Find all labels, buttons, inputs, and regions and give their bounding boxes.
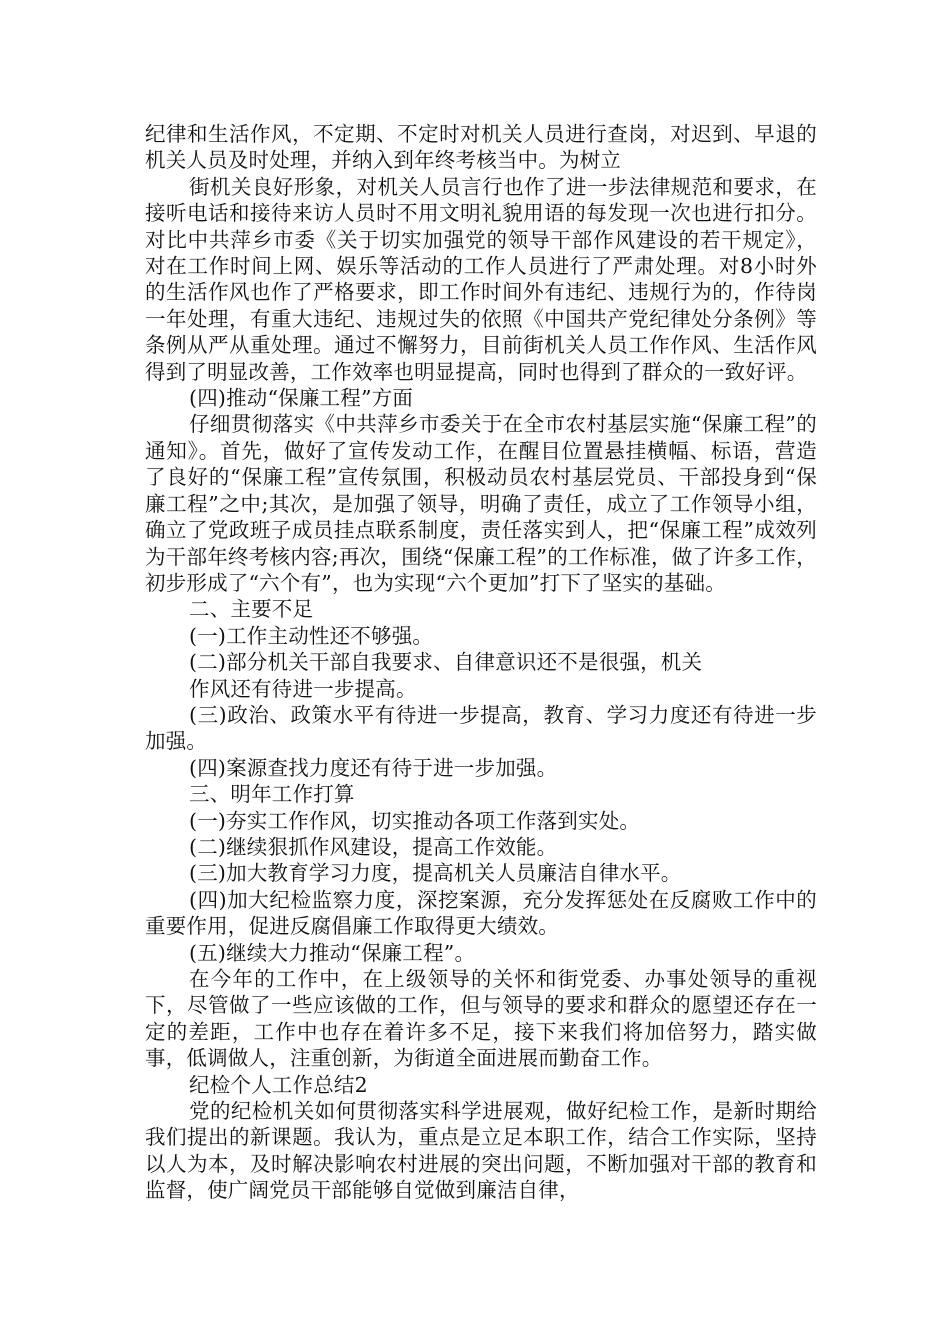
plan-item-2: (二)继续狠抓作风建设，提高工作效能。 [189,834,558,859]
shortcoming-item-2-continuation: 作风还有待进一步提高。 [189,676,417,701]
paragraph-conclusion: 在今年的工作中，在上级领导的关怀和街党委、办事处领导的重视下，尽管做了一些应该做的工作，但与领导的要求和群众的愿望还存在一定的差距，工作中也存在着许多不足，接下来我们将加倍努力，踏实做事，低调做人，注重创新，为街道全面进展而勤奋工作。 [145,967,817,1071]
heading-next-year-plan: 三、明年工作打算 [189,782,355,807]
shortcoming-item-1: (一)工作主动性还不够强。 [189,623,434,648]
plan-item-4: (四)加大纪检监察力度，深挖案源，充分发挥惩处在反腐败工作中的重要作用，促进反腐倡廉工作取得更大绩效。 [145,887,817,939]
paragraph-baolian-implementation: 仔细贯彻落实《中共萍乡市委关于在全市农村基层实施“保廉工程”的通知》。首先，做好了宣传发动工作，在醒目位置悬挂横幅、标语，营造了良好的“保廉工程”宣传氛围，积极动员农村基层党员、干部投身到“保廉工程”之中;其次，是加强了领导，明确了责任，成立了工作领导小组，确立了党政班子成员挂点联系制度，责任落实到人，把“保廉工程”成效列为干部年终考核内容;再次，围绕“保廉工程”的工作标准，做了许多工作，初步形成了“六个有”，也为实现“六个更加”打下了坚实的基础。 [145,412,817,595]
section-title-summary-2: 纪检个人工作总结2 [189,1072,368,1097]
shortcoming-item-3: (三)政治、政策水平有待进一步提高，教育、学习力度还有待进一步加强。 [145,702,817,754]
shortcoming-item-4: (四)案源查找力度还有待于进一步加强。 [189,755,558,780]
heading-baolian-project: (四)推动“保廉工程”方面 [189,386,414,411]
plan-item-5: (五)继续大力推动“保廉工程”。 [189,940,476,965]
paragraph-discipline-continuation: 纪律和生活作风，不定期、不定时对机关人员进行查岗，对迟到、早退的机关人员及时处理，并纳入到年终考核当中。为树立 [145,122,817,173]
plan-item-3: (三)加大教育学习力度，提高机关人员廉洁自律水平。 [189,861,682,886]
document-page [145,121,817,1204]
paragraph-summary-2-intro: 党的纪检机关如何贯彻落实科学进展观，做好纪检工作，是新时期给我们提出的新课题。我认为，重点是立足本职工作，结合工作实际，坚持以人为本，及时解决影响农村进展的突出问题，不断加强对干部的教育和监督，使广阔党员干部能够自觉做到廉洁自律， [145,1099,817,1203]
shortcoming-item-2: (二)部分机关干部自我要求、自律意识还不是很强，机关 [189,650,703,675]
heading-main-shortcomings: 二、主要不足 [189,597,314,622]
paragraph-agency-image: 街机关良好形象，对机关人员言行也作了进一步法律规范和要求，在接听电话和接待来访人员时不用文明礼貌用语的每发现一次也进行扣分。对比中共萍乡市委《关于切实加强党的领导干部作风建设的若干规定》，对在工作时间上网、娱乐等活动的工作人员进行了严肃处理。对8小时外的生活作风也作了严格要求，即工作时间外有违纪、违规行为的，作待岗一年处理，有重大违纪、违规过失的依照《中国共产党纪律处分条例》等条例从严从重处理。通过不懈努力，目前街机关人员工作作风、生活作风得到了明显改善，工作效率也明显提高，同时也得到了群众的一致好评。 [145,174,817,384]
plan-item-1: (一)夯实工作作风，切实推动各项工作落到实处。 [189,808,641,833]
